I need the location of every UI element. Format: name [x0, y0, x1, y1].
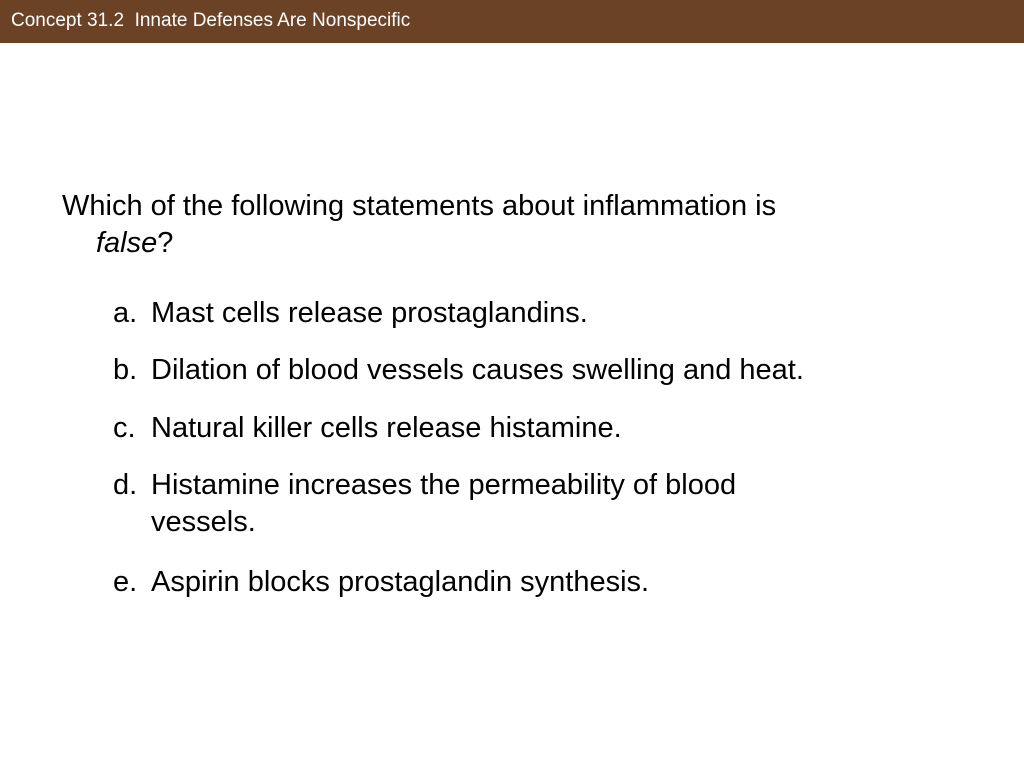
option-letter: c. [113, 412, 136, 444]
answer-option-e[interactable] [113, 564, 649, 601]
slide-title: Concept 31.2 Innate Defenses Are Nonspecific [11, 10, 411, 31]
option-text: Dilation of blood vessels causes swelling and heat. [151, 354, 804, 386]
question-line1: Which of the following statements about inflammation is [62, 190, 777, 222]
question-text [62, 188, 942, 262]
option-text: Mast cells release prostaglandins. [151, 297, 588, 329]
option-letter: a. [113, 297, 138, 329]
option-text-continued: vessels. [151, 506, 256, 538]
answer-option-d[interactable] [113, 467, 736, 541]
option-text: Histamine increases the permeability of blood [151, 469, 737, 501]
option-text: Aspirin blocks prostaglandin synthesis. [151, 566, 650, 598]
title-bar [0, 0, 1024, 43]
option-text: Natural killer cells release histamine. [151, 412, 622, 444]
answer-option-c[interactable] [113, 410, 622, 447]
question-line2 [62, 225, 942, 262]
question-suffix: ? [157, 227, 174, 259]
option-letter: d. [113, 469, 138, 501]
answer-option-b[interactable] [113, 352, 804, 389]
option-letter: b. [113, 354, 138, 386]
option-letter: e. [113, 566, 138, 598]
answer-option-a[interactable] [113, 295, 588, 332]
question-italic-word: false [96, 227, 158, 259]
